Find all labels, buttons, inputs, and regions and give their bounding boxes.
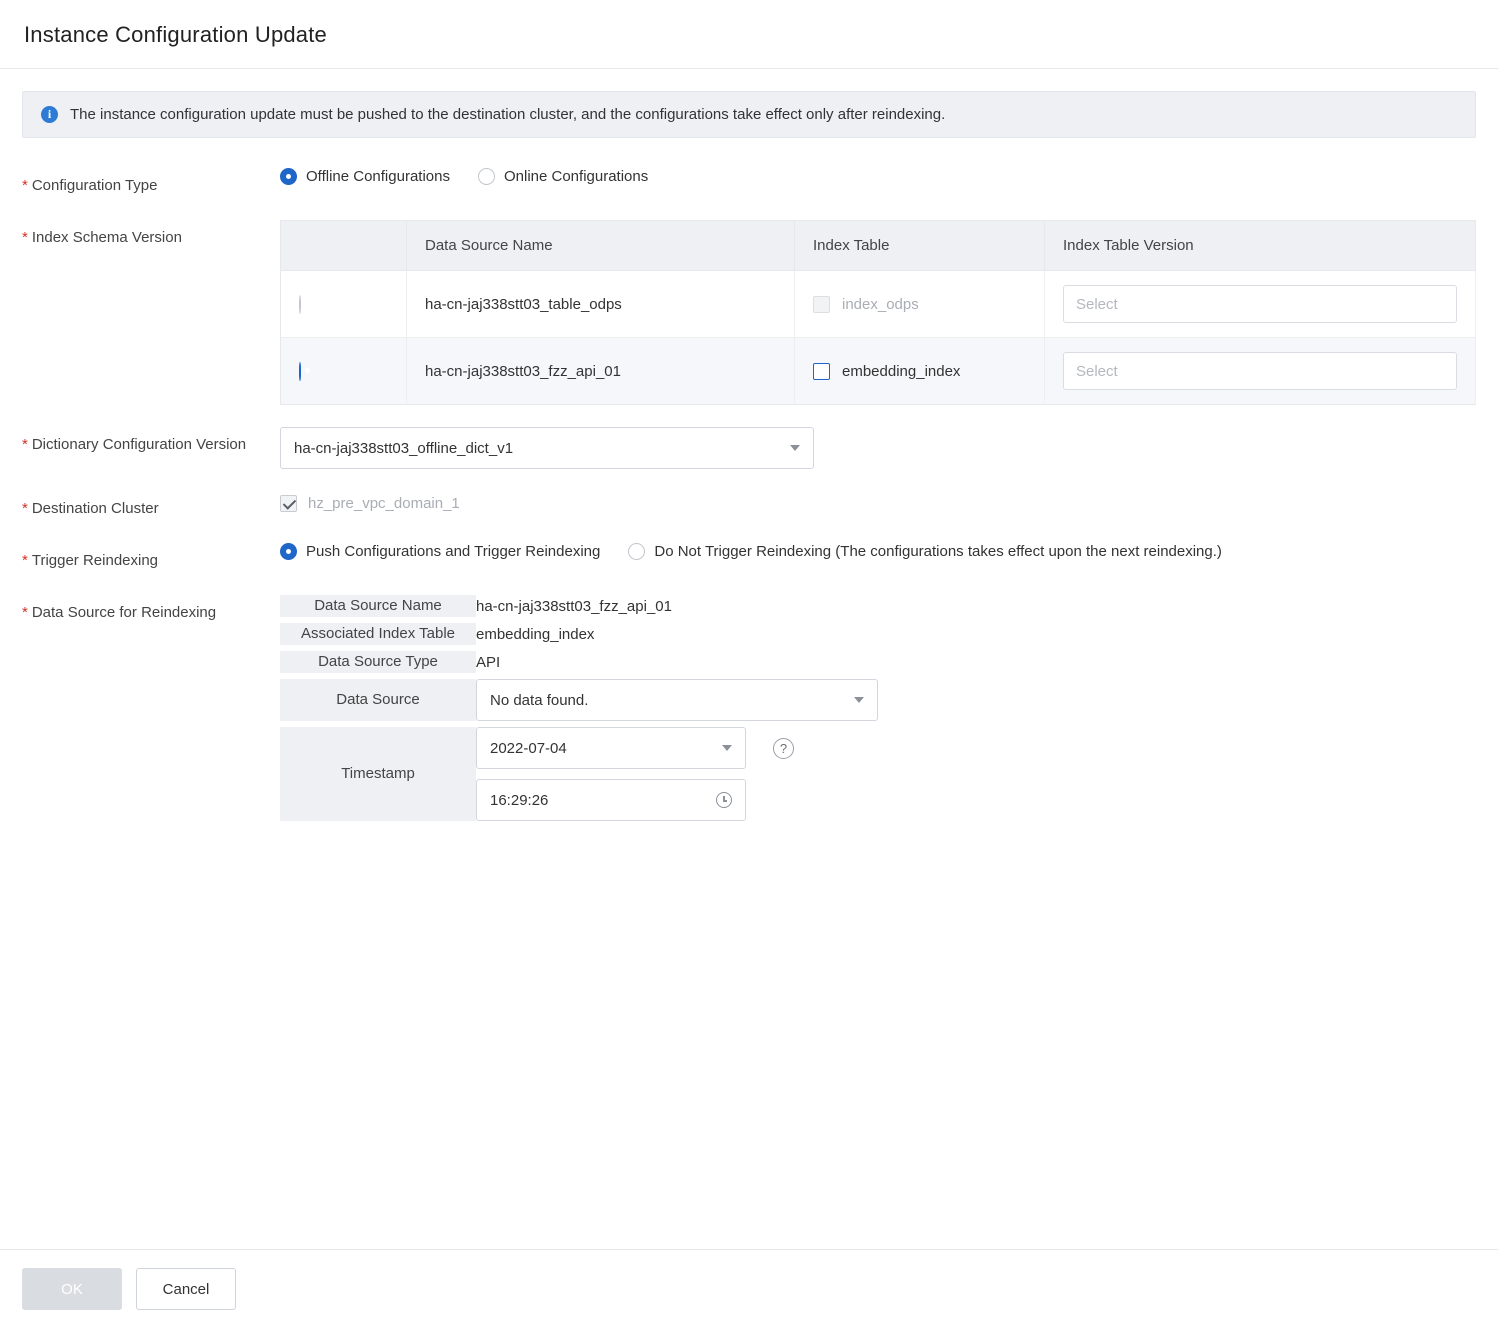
destination-cluster-checkbox-item: [280, 491, 1476, 512]
destination-cluster-value: hz_pre_vpc_domain_1: [308, 495, 460, 512]
cell-data-source-name: ha-cn-jaj338stt03_table_odps: [407, 271, 795, 338]
index-schema-table-body: [281, 271, 1476, 405]
configuration-type-radio-group: [280, 168, 1476, 185]
configuration-type-row: [22, 168, 1476, 198]
reindexing-details-body: [280, 595, 878, 824]
question-mark-icon[interactable]: ?: [773, 738, 794, 759]
destination-cluster-field: [280, 491, 1476, 512]
detail-row-data-source-name: [280, 595, 878, 620]
cell-index-table: [795, 271, 1045, 338]
required-marker: *: [22, 500, 28, 517]
input-timestamp-time[interactable]: [476, 779, 746, 821]
chevron-down-icon: [790, 445, 800, 451]
dialog-footer: [0, 1249, 1498, 1328]
detail-value-associated-index-table: embedding_index: [476, 620, 878, 648]
cell-index-table-version: [1045, 338, 1476, 405]
table-header-row: [281, 221, 1476, 271]
select-index-table-version-api[interactable]: Select: [1063, 352, 1457, 390]
column-header-select: [281, 221, 407, 271]
destination-cluster-row: [22, 491, 1476, 521]
radio-do-not-trigger-reindexing[interactable]: [628, 543, 1222, 560]
trigger-reindexing-row: [22, 543, 1476, 573]
radio-offline-configurations-control[interactable]: [280, 168, 297, 185]
detail-row-associated-index-table: [280, 620, 878, 648]
data-source-for-reindexing-label: * Data Source for Reindexing: [22, 604, 217, 621]
dropdown-dictionary-configuration-version-value: ha-cn-jaj338stt03_offline_dict_v1: [294, 439, 514, 457]
dictionary-configuration-version-label: * Dictionary Configuration Version: [22, 436, 247, 453]
ok-button[interactable]: OK: [22, 1268, 122, 1310]
column-header-data-source-name: Data Source Name: [407, 221, 795, 271]
dropdown-dictionary-configuration-version[interactable]: [280, 427, 814, 469]
info-icon: i: [41, 106, 58, 123]
destination-cluster-label: * Destination Cluster: [22, 500, 159, 517]
chevron-down-icon: [854, 697, 864, 703]
cell-index-table-label: index_odps: [842, 295, 919, 313]
required-marker: *: [22, 604, 28, 621]
cancel-button[interactable]: Cancel: [136, 1268, 236, 1310]
cell-index-table-version: [1045, 271, 1476, 338]
detail-value-timestamp: [476, 724, 878, 824]
index-schema-table: [280, 220, 1476, 405]
trigger-reindexing-label: * Trigger Reindexing: [22, 552, 159, 569]
cell-index-table: [795, 338, 1045, 405]
dialog-body: [0, 69, 1498, 1249]
radio-push-and-trigger-reindexing[interactable]: [280, 543, 600, 560]
dictionary-configuration-version-field: [280, 427, 1476, 469]
cell-data-source-name: ha-cn-jaj338stt03_fzz_api_01: [407, 338, 795, 405]
detail-row-data-source-type: [280, 648, 878, 676]
detail-row-timestamp: [280, 724, 878, 824]
row-select-cell[interactable]: [281, 271, 407, 338]
required-marker: *: [22, 177, 28, 194]
row-select-cell[interactable]: [281, 338, 407, 405]
configuration-type-field: [280, 168, 1476, 185]
required-marker: *: [22, 229, 28, 246]
radio-offline-configurations-label: Offline Configurations: [306, 168, 450, 185]
chevron-down-icon: [722, 745, 732, 751]
index-schema-version-row: [22, 220, 1476, 405]
required-marker: *: [22, 552, 28, 569]
radio-online-configurations-control[interactable]: [478, 168, 495, 185]
index-schema-version-field: [280, 220, 1476, 405]
index-schema-table-head: [281, 221, 1476, 271]
index-schema-version-label: * Index Schema Version: [22, 229, 182, 246]
radio-do-not-trigger-reindexing-label: Do Not Trigger Reindexing (The configurations takes effect upon the next reindexing.): [654, 543, 1222, 560]
data-source-for-reindexing-row: [22, 595, 1476, 827]
page-title: Instance Configuration Update: [24, 22, 327, 47]
detail-value-data-source-name: ha-cn-jaj338stt03_fzz_api_01: [476, 595, 878, 620]
input-timestamp-time-value: 16:29:26: [490, 791, 549, 809]
column-header-index-table: Index Table: [795, 221, 1045, 271]
detail-key-associated-index-table: Associated Index Table: [280, 620, 476, 648]
dictionary-configuration-version-row: [22, 427, 1476, 469]
clock-icon: [716, 792, 732, 808]
reindexing-details-table: [280, 595, 878, 827]
row-radio-api[interactable]: [299, 362, 301, 381]
dropdown-timestamp-date-value: 2022-07-04: [490, 739, 567, 757]
table-row: [281, 271, 1476, 338]
radio-online-configurations[interactable]: [478, 168, 648, 185]
radio-push-and-trigger-reindexing-control[interactable]: [280, 543, 297, 560]
table-row: [281, 338, 1476, 405]
detail-value-data-source: [476, 676, 878, 724]
radio-offline-configurations[interactable]: [280, 168, 450, 185]
radio-online-configurations-label: Online Configurations: [503, 168, 649, 185]
detail-value-data-source-type: API: [476, 648, 878, 676]
radio-do-not-trigger-reindexing-control[interactable]: [628, 543, 645, 560]
dialog-header: [0, 0, 1498, 69]
detail-key-data-source-type: Data Source Type: [280, 648, 476, 676]
timestamp-date-container: [476, 727, 878, 769]
configuration-type-label: * Configuration Type: [22, 177, 158, 194]
column-header-index-table-version: Index Table Version: [1045, 221, 1476, 271]
row-radio-odps[interactable]: [299, 295, 301, 314]
trigger-reindexing-radio-group: [280, 543, 1476, 560]
info-banner: [22, 91, 1476, 138]
radio-push-and-trigger-reindexing-label: Push Configurations and Trigger Reindexing: [306, 543, 601, 560]
checkbox-hz-pre-vpc-domain-1: [280, 495, 297, 512]
data-source-for-reindexing-field: [280, 595, 1476, 827]
dropdown-data-source[interactable]: [476, 679, 878, 721]
dropdown-data-source-value: No data found.: [490, 691, 589, 709]
cell-index-table-label: embedding_index: [842, 362, 961, 380]
detail-key-data-source-name: Data Source Name: [280, 595, 476, 620]
info-banner-text: The instance configuration update must be pushed to the destination cluster, and the configurations take effect only after reindexing.: [70, 106, 946, 123]
detail-key-data-source: Data Source: [280, 676, 476, 724]
dropdown-timestamp-date[interactable]: [476, 727, 746, 769]
select-index-table-version-odps[interactable]: Select: [1063, 285, 1457, 323]
detail-key-timestamp: Timestamp: [280, 724, 476, 824]
checkbox-embedding-index[interactable]: [813, 363, 830, 380]
checkbox-index-odps: [813, 296, 830, 313]
required-marker: *: [22, 436, 28, 453]
detail-row-data-source: [280, 676, 878, 724]
trigger-reindexing-field: [280, 543, 1476, 560]
